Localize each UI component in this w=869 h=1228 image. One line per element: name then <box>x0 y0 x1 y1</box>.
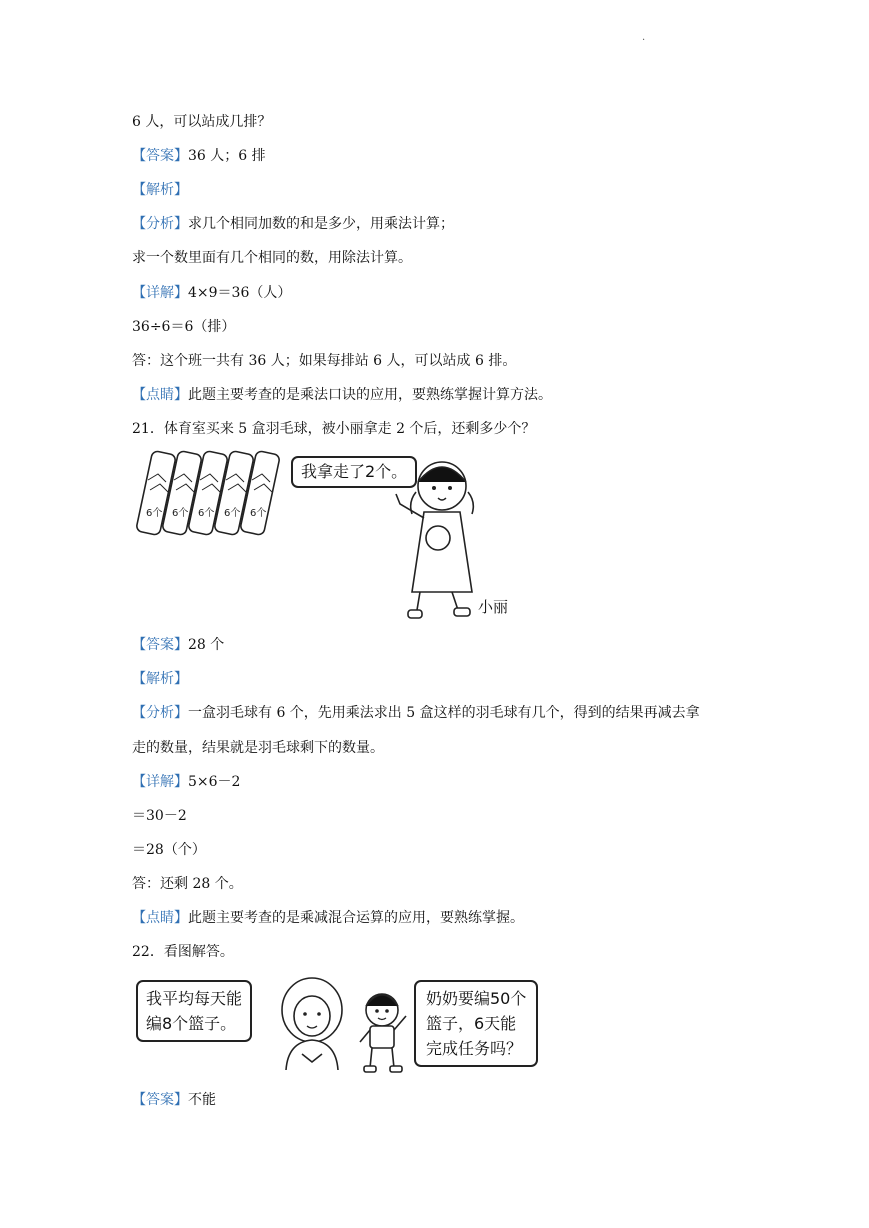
question-22: 22．看图解答。 <box>132 944 234 960</box>
detail-line: 【详解】5×6－2 <box>132 774 241 790</box>
question-21: 21．体育室买来 5 盒羽毛球，被小丽拿走 2 个后，还剩多少个？ <box>132 421 536 437</box>
caption-xiaoli: 小丽 <box>478 598 509 616</box>
bubble-line: 编8个篮子。 <box>146 1014 237 1033</box>
text-line: ＝30－2 <box>132 808 187 824</box>
text-line: ＝28（个） <box>132 842 206 858</box>
text-line: 答：还剩 28 个。 <box>132 876 243 892</box>
comment-line: 【点睛】此题主要考查的是乘减混合运算的应用，要熟练掌握。 <box>132 910 524 926</box>
comment-line: 【点睛】此题主要考查的是乘法口诀的应用，要熟练掌握计算方法。 <box>132 387 552 403</box>
text-line: 求一个数里面有几个相同的数，用除法计算。 <box>132 250 412 266</box>
analysis-line: 【分析】求几个相同加数的和是多少，用乘法计算； <box>132 216 454 232</box>
bubble-line: 完成任务吗？ <box>426 1039 523 1058</box>
girl-xiaoli-illustration <box>394 452 484 622</box>
answer-line: 【答案】不能 <box>132 1092 216 1108</box>
shuttlecock-tubes-illustration <box>134 448 284 542</box>
answer-line: 【答案】28 个 <box>132 637 225 653</box>
text-line: 6 人，可以站成几排？ <box>132 114 272 130</box>
analysis-heading: 【解析】 <box>132 182 188 198</box>
text-line: 走的数量，结果就是羽毛球剩下的数量。 <box>132 740 384 756</box>
tube-label: 6个 <box>172 508 189 519</box>
tube-label: 6个 <box>198 508 215 519</box>
bubble-line: 奶奶要编50个 <box>426 989 527 1008</box>
analysis-line: 【分析】一盒羽毛球有 6 个，先用乘法求出 5 盒这样的羽毛球有几个，得到的结果再减去拿 <box>132 705 700 721</box>
tube-label: 6个 <box>146 508 163 519</box>
text-line: 答：这个班一共有 36 人；如果每排站 6 人，可以站成 6 排。 <box>132 353 517 369</box>
bubble-line: 我平均每天能 <box>146 989 243 1008</box>
speech-bubble-boy <box>414 980 538 1067</box>
page-dot: . <box>642 32 646 43</box>
speech-bubble-xiaoli: 我拿走了2个。 <box>291 456 417 488</box>
text-line: 36÷6＝6（排） <box>132 319 236 335</box>
detail-line: 【详解】4×9＝36（人） <box>132 285 292 301</box>
analysis-heading: 【解析】 <box>132 671 188 687</box>
answer-line: 【答案】36 人；6 排 <box>132 148 266 164</box>
bubble-line: 篮子，6天能 <box>426 1014 517 1033</box>
boy-illustration <box>356 992 412 1074</box>
speech-bubble-grandma <box>136 980 252 1042</box>
tube-label: 6个 <box>224 508 241 519</box>
tube-label: 6个 <box>250 508 267 519</box>
grandma-illustration <box>272 974 352 1072</box>
